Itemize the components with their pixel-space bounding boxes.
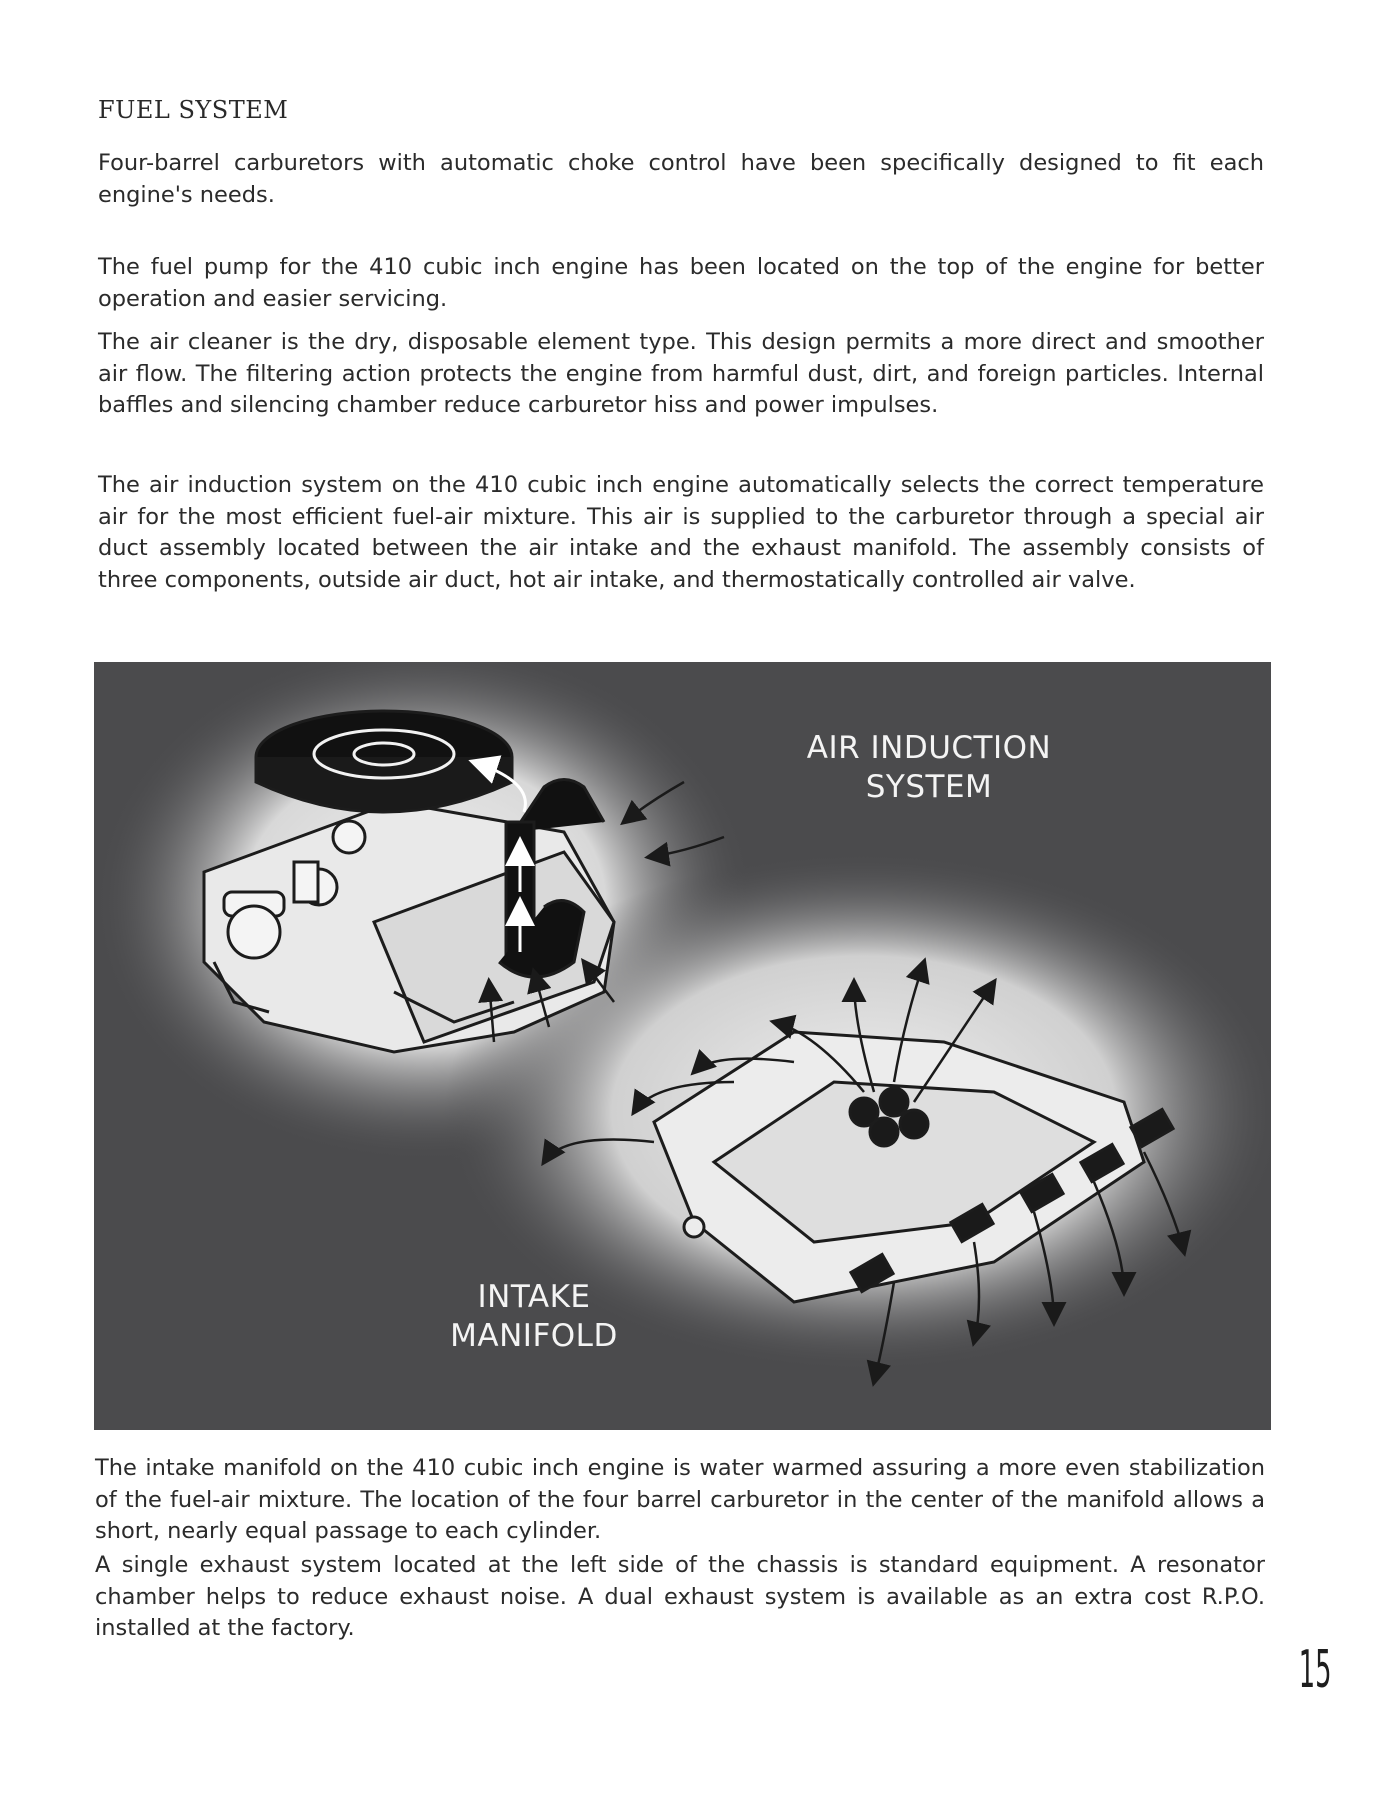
paragraph-air-cleaner: The air cleaner is the dry, disposable element type. This design permits a more direct and smoother air flow. The filtering action protects the engine from harmful dust, dirt, and foreign particles. Internal baffles and silencing chamber reduce carburetor hiss and power impulses.: [98, 329, 1264, 418]
intake-manifold-label-text: INTAKE MANIFOLD: [450, 1279, 618, 1354]
paragraph-fuel-pump: The fuel pump for the 410 cubic inch engine has been located on the top of the engine for better operation and easier servicing.: [98, 254, 1264, 312]
paragraph-exhaust: A single exhaust system located at the left side of the chassis is standard equipment. A resonator chamber helps to reduce exhaust noise. A dual exhaust system is available as an extra cost R.P.O. installed at the factory.: [95, 1552, 1265, 1641]
engine-illustration: [94, 662, 1271, 1430]
paragraph-intake-manifold: The intake manifold on the 410 cubic inch engine is water warmed assuring a more even stabilization of the fuel-air mixture. The location of the four barrel carburetor in the center of the manifold allows a short, nearly equal passage to each cylinder.: [95, 1455, 1265, 1544]
air-induction-label-text: AIR INDUCTION SYSTEM: [806, 730, 1052, 805]
section-heading: FUEL SYSTEM: [98, 96, 289, 124]
engine-illustration-art: [94, 662, 1271, 1430]
paragraph-carburetors: Four-barrel carburetors with automatic choke control have been specifically designed to fit each engine's needs.: [98, 150, 1264, 208]
page-number: 15: [1299, 1640, 1332, 1700]
intake-manifold-label: [434, 1278, 634, 1356]
air-induction-label: [774, 729, 1084, 807]
paragraph-air-induction: The air induction system on the 410 cubic inch engine automatically selects the correct temperature air for the most efficient fuel-air mixture. This air is supplied to the carburetor through a special air duct assembly located between the air intake and the exhaust manifold. The assembly consists of three components, outside air duct, hot air intake, and thermostatically controlled air valve.: [98, 472, 1264, 593]
